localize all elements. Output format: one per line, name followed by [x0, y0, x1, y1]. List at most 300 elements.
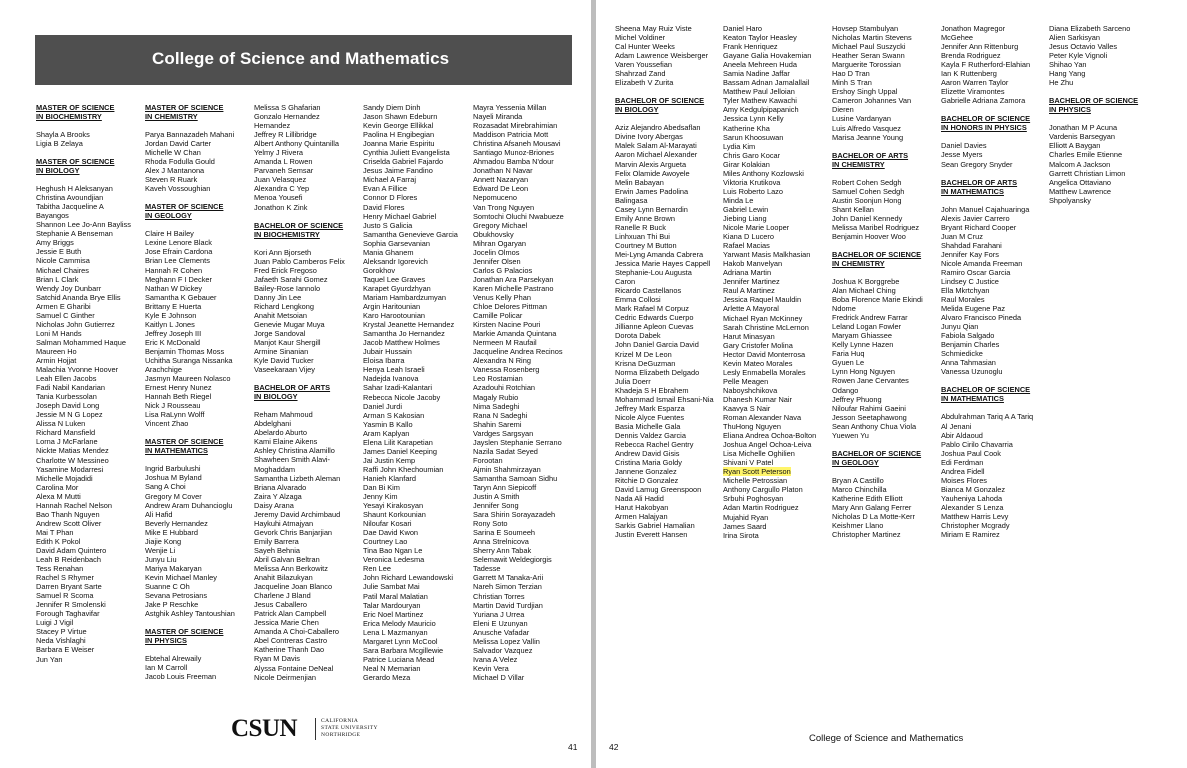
- graduate-name: [723, 413, 831, 422]
- graduate-name-text: Armine Sinanian: [254, 347, 309, 357]
- graduate-name-text: Jayslen Stephanie Serrano: [473, 437, 562, 447]
- graduate-name-text: Elizabeth V Zurita: [615, 78, 674, 88]
- graduate-name: [36, 582, 142, 591]
- graduate-name: [473, 121, 581, 130]
- graduate-name: [36, 618, 142, 627]
- graduate-name: [723, 350, 831, 359]
- page-right: [596, 0, 1187, 768]
- graduate-name-text: Bailey-Rose Iannolo: [254, 283, 321, 293]
- graduate-name: [36, 564, 142, 573]
- graduate-name: [145, 266, 251, 275]
- graduate-name: [145, 293, 251, 302]
- graduate-name-text: Annett Nazaryan: [473, 175, 529, 185]
- graduate-name-text: Suanne C Oh: [145, 581, 190, 591]
- graduate-name-text: Vincent Zhao: [145, 419, 189, 429]
- graduate-name: [36, 256, 142, 265]
- graduate-name: [363, 429, 471, 438]
- graduate-name: [941, 277, 1049, 286]
- graduate-name: [36, 510, 142, 519]
- graduate-name-text: Lydia Kim: [723, 141, 756, 151]
- graduate-name-text: Charlene J Bland: [254, 591, 311, 601]
- section-heading: MASTER OF SCIENCE: [145, 627, 224, 637]
- graduate-name-text: James Saard: [723, 521, 767, 531]
- graduate-name-text: Shahdad Farahani: [941, 240, 1002, 250]
- graduate-name: [254, 564, 360, 573]
- graduate-name-text: Cedric Edwards Cuerpo: [615, 313, 694, 323]
- graduate-name: [941, 69, 1049, 78]
- graduate-name: [363, 447, 471, 456]
- graduate-name-text: Maddison Patricia Mott: [473, 130, 549, 140]
- graduate-name: [941, 96, 1049, 105]
- graduate-name-text: Vardenis Barsegyan: [1049, 132, 1116, 142]
- graduate-name: [941, 485, 1049, 494]
- graduate-name-text: David Lamug Greenspoon: [615, 485, 702, 495]
- graduate-name: [473, 175, 581, 184]
- graduate-name: [615, 277, 723, 286]
- graduate-name: [832, 422, 940, 431]
- graduate-name-text: Michel Voldiner: [615, 33, 666, 43]
- graduate-name: [363, 275, 471, 284]
- graduate-name: [723, 78, 831, 87]
- graduate-name-text: Niloufar Rahimi Gaeini: [832, 403, 906, 413]
- graduate-name-text: Salvador Vazquez: [473, 645, 533, 655]
- names-column-3: [254, 103, 360, 703]
- section-heading: IN CHEMISTRY: [145, 112, 198, 121]
- graduate-name-text: Jonathon K Zink: [254, 202, 308, 212]
- graduate-name-text: Forootan: [473, 455, 503, 465]
- graduate-name-text: Nayeli Miranda: [473, 112, 523, 122]
- graduate-name-text: Bao Thanh Nguyen: [36, 509, 100, 519]
- graduate-name-text: Katherine Kha: [723, 123, 770, 133]
- graduate-name: [832, 69, 940, 78]
- graduate-name: [941, 150, 1049, 159]
- graduate-name-text: Marvin Alexis Argueta: [615, 159, 687, 169]
- graduate-name-text: Christopher Mcgrady: [941, 521, 1010, 531]
- graduate-name: [473, 546, 581, 555]
- section-heading: MASTER OF SCIENCE: [145, 202, 224, 212]
- graduate-name: [723, 359, 831, 368]
- graduate-name-text: Fredrick Andrew Farrar: [832, 313, 908, 323]
- graduate-name: [145, 546, 251, 555]
- graduate-name-text: Astghik Ashley Tantoushian: [145, 609, 235, 619]
- graduate-name-text: Martin David Turdjian: [473, 600, 543, 610]
- graduate-name-text: Jason Shawn Edeburn: [363, 112, 438, 122]
- graduate-name-text: Nareh Simon Terzian: [473, 582, 542, 592]
- graduate-name: [36, 238, 142, 247]
- graduate-name-text: Michael A Farraj: [363, 175, 416, 185]
- graduate-name: [145, 582, 251, 591]
- graduate-name-text: Samantha Jo Hernandez: [363, 329, 445, 339]
- graduate-name-text: Mania Ghanem: [363, 247, 414, 257]
- graduate-name-text: Erwin James Padolina: [615, 186, 689, 196]
- graduate-name-text: Sheena May Ruiz Viste: [615, 24, 692, 33]
- graduate-name-text: Dorota Dabek: [615, 331, 661, 341]
- graduate-name: [941, 259, 1049, 268]
- graduate-name-text: Matthew Harris Levy: [941, 511, 1009, 521]
- graduate-name-text: Arlette A Mayoral: [723, 304, 779, 314]
- graduate-name: [254, 636, 360, 645]
- graduate-name-text: Sevana Petrosians: [145, 591, 208, 601]
- graduate-name-text: Aziz Alejandro Abedsaflan: [615, 123, 701, 133]
- graduate-name-text: Joshua M Byland: [145, 473, 202, 483]
- graduate-name: [473, 383, 581, 392]
- graduate-name: [941, 349, 1049, 358]
- graduate-name-text: Yasmin B Kallo: [363, 419, 413, 429]
- graduate-name-text: Jose Efrain Cardona: [145, 247, 213, 257]
- graduate-name: [473, 221, 581, 230]
- section-heading: BACHELOR OF SCIENCE: [941, 385, 1031, 395]
- graduate-name-text: Nicholas Martin Stevens: [832, 33, 912, 43]
- graduate-name: [36, 211, 142, 220]
- graduate-name-text: Aaron Michael Alexander: [615, 150, 698, 160]
- graduate-name: [363, 130, 471, 139]
- graduate-name-text: Darren Bryant Sarte: [36, 582, 102, 592]
- graduate-name-text: Dieren: [832, 105, 854, 115]
- graduate-name: [254, 600, 360, 609]
- graduate-name: [254, 203, 360, 212]
- graduate-name-text: Jafaeth Sarahi Gomez: [254, 274, 328, 284]
- graduate-name-text: Criselda Gabriel Fajardo: [363, 157, 444, 167]
- graduate-name-text: Heather Seran Swann: [832, 51, 905, 61]
- graduate-name-text: Armin Hojjat: [36, 355, 77, 365]
- graduate-name: [473, 393, 581, 402]
- section-heading: IN BIOLOGY: [615, 105, 659, 115]
- graduate-name: [36, 338, 142, 347]
- graduate-name-text: Raffi John Khechoumian: [363, 464, 444, 474]
- graduate-name-text: Ranelle R Buck: [615, 222, 666, 232]
- graduate-name: [36, 320, 142, 329]
- graduate-name: [1049, 150, 1157, 159]
- graduate-name: [723, 522, 831, 531]
- graduate-name: [363, 329, 471, 338]
- graduate-name: [145, 166, 251, 175]
- graduate-name-text: Mohammad Ismail Ehsani-Nia: [615, 394, 714, 404]
- graduate-name-text: Nima Sadeghi: [473, 401, 520, 411]
- graduate-name: [615, 241, 723, 250]
- graduate-name: [363, 320, 471, 329]
- graduate-name: [363, 157, 471, 166]
- section-heading: IN BIOLOGY: [254, 392, 298, 402]
- graduate-name-text: Fred Erick Fregoso: [254, 265, 317, 275]
- graduate-name: [473, 112, 581, 121]
- graduate-name-text: Yesayi Kirakosyan: [363, 501, 424, 511]
- graduate-name-text: Krisna DeGuzman: [615, 358, 676, 368]
- graduate-name: [941, 241, 1049, 250]
- graduate-name-text: Albert Anthony Quintanilla: [254, 139, 340, 149]
- graduate-name: [723, 142, 831, 151]
- graduate-name: [615, 521, 723, 530]
- graduate-name: [145, 410, 251, 419]
- graduate-name-text: Mariam Hambardzumyan: [363, 292, 446, 302]
- graduate-name: [363, 212, 471, 221]
- graduate-name-text: Samantha Genevieve Garcia: [363, 229, 458, 239]
- graduate-name: [363, 546, 471, 555]
- graduate-name: [832, 114, 940, 123]
- graduate-name-text: Barbara E Weiser: [36, 645, 95, 655]
- graduate-name: [615, 322, 723, 331]
- graduate-name-text: Tess Renahan: [36, 564, 84, 574]
- graduate-name: [941, 51, 1049, 60]
- graduate-name-text: Taquel Lee Graves: [363, 274, 426, 284]
- spacer: [36, 175, 142, 184]
- graduate-name-text: Rebecca Rachel Gentry: [615, 439, 694, 449]
- graduate-name-text: Markie Amanda Quintana: [473, 329, 557, 339]
- graduate-name: [145, 356, 251, 365]
- graduate-name: [723, 458, 831, 467]
- graduate-name: [363, 175, 471, 184]
- graduate-name-text: John Richard Lewandowski: [363, 573, 453, 583]
- graduate-name: [473, 293, 581, 302]
- graduate-name: [723, 295, 831, 304]
- graduate-name-text: Ramiro Oscar Garcia: [941, 267, 1011, 277]
- graduate-name-text: Adan Martin Rodriguez: [723, 503, 799, 513]
- graduate-name: [1049, 132, 1157, 141]
- graduate-name-text: Anna Strelnicova: [473, 537, 529, 547]
- graduate-name: [363, 411, 471, 420]
- graduate-name-text: Cameron Johannes Van: [832, 96, 912, 106]
- graduate-name: [36, 410, 142, 419]
- graduate-name-text: Edith K Pokol: [36, 536, 81, 546]
- graduate-name: [254, 130, 360, 139]
- graduate-name-text: Stephanie-Lou Augusta: [615, 268, 692, 278]
- graduate-name: [145, 482, 251, 491]
- graduate-name-text: Shivani V Patel: [723, 458, 774, 468]
- graduate-name-text: Emma Collosi: [615, 295, 661, 305]
- graduate-name: [941, 205, 1049, 214]
- graduate-name: [36, 293, 142, 302]
- graduate-name: [832, 358, 940, 367]
- graduate-name: [1049, 169, 1157, 178]
- graduate-name: [615, 295, 723, 304]
- graduate-name-text: Nicole Cammisa: [36, 256, 90, 266]
- graduate-name-text: Rony Soto: [473, 519, 508, 529]
- graduate-name-text: Jesus Jaime Fandino: [363, 166, 433, 176]
- graduate-name-text: Mei-Lyng Amanda Cabrera: [615, 249, 704, 259]
- graduate-name-text: Edi Ferdman: [941, 457, 984, 467]
- graduate-name: [254, 139, 360, 148]
- graduate-name-text: Kevin Mateo Morales: [723, 358, 793, 368]
- graduate-name-text: Viktoria Krutikova: [723, 177, 781, 187]
- graduate-name: [615, 78, 723, 87]
- graduate-name-text: Bryant Richard Cooper: [941, 222, 1017, 232]
- graduate-name: [254, 555, 360, 564]
- graduate-name: [615, 286, 723, 295]
- graduate-name: [941, 331, 1049, 340]
- graduate-name-text: Kirsten Nacine Pouri: [473, 320, 541, 330]
- graduate-name-text: Shawheen Smith Alavi-: [254, 455, 330, 465]
- graduate-name-text: Bassam Adnan Jamalallail: [723, 78, 810, 88]
- graduate-name: [145, 519, 251, 528]
- graduate-name-text: Anna Tahmasian: [941, 358, 996, 368]
- graduate-name-text: Jeffrey R Lillibridge: [254, 130, 317, 140]
- graduate-name-text: Jonathan N Navar: [473, 166, 533, 176]
- graduate-name-text: Samantha Samoan Sidhu: [473, 473, 558, 483]
- graduate-name-text: Gregory Michael: [473, 220, 528, 230]
- graduate-name-text: Malachia Yvonne Hoover: [36, 365, 119, 375]
- graduate-name: [473, 492, 581, 501]
- graduate-name-text: Ivana A Velez: [473, 654, 518, 664]
- graduate-name: [832, 494, 940, 503]
- graduate-name: [832, 340, 940, 349]
- graduate-name: [723, 232, 831, 241]
- graduate-name-text: Andrew Aram Duhancioglu: [145, 500, 233, 510]
- graduate-name: [145, 654, 251, 663]
- section-heading: BACHELOR OF SCIENCE: [1049, 96, 1139, 106]
- graduate-name-text: Alexander S Lenza: [941, 502, 1004, 512]
- graduate-name-text: Nicole Marie Looper: [723, 223, 790, 233]
- graduate-name-text: Sara Barbara Mcgillewie: [363, 645, 444, 655]
- graduate-name-text: Hanieh Klanfard: [363, 473, 417, 483]
- graduate-name-text: Ryan Scott Peterson: [723, 467, 791, 477]
- graduate-name: [941, 232, 1049, 241]
- graduate-name: [832, 124, 940, 133]
- graduate-name-text: Ashley Christina Alamillo: [254, 446, 335, 456]
- graduate-name-text: Matthew Paul Jelloian: [723, 87, 795, 97]
- graduate-name: [941, 412, 1049, 421]
- section-heading: IN PHYSICS: [1049, 105, 1091, 115]
- graduate-name-text: Nicole Deirmenjian: [254, 672, 317, 682]
- graduate-name: [363, 619, 471, 628]
- graduate-name: [832, 187, 940, 196]
- graduate-name: [615, 503, 723, 512]
- graduate-name: [363, 519, 471, 528]
- graduate-name: [363, 139, 471, 148]
- graduate-name: [1049, 187, 1157, 196]
- graduate-name-text: Tania Kurbessolan: [36, 392, 97, 402]
- graduate-name-text: Taryn Ann Siepicoff: [473, 482, 537, 492]
- graduate-name: [145, 320, 251, 329]
- graduate-name-text: Harut Minasyan: [723, 331, 775, 341]
- graduate-name: [473, 465, 581, 474]
- graduate-name: [254, 257, 360, 266]
- graduate-name: [473, 248, 581, 257]
- graduate-name-text: Reham Mahmoud: [254, 410, 313, 420]
- graduate-name: [254, 654, 360, 663]
- spacer: [832, 142, 940, 151]
- graduate-name-text: Lusine Vardanyan: [832, 114, 892, 124]
- graduate-name: [363, 193, 471, 202]
- graduate-name-text: Nicole Alyce Fuentes: [615, 412, 685, 422]
- graduate-name: [473, 501, 581, 510]
- graduate-name-text: Margaret Lynn McCool: [363, 636, 438, 646]
- graduate-name: [832, 105, 940, 114]
- graduate-name: [254, 148, 360, 157]
- graduate-name-text: Felix Olamide Awoyele: [615, 168, 690, 178]
- graduate-name: [615, 440, 723, 449]
- graduate-name: [615, 33, 723, 42]
- graduate-name: [941, 503, 1049, 512]
- graduate-name: [723, 51, 831, 60]
- graduate-name-text: Benjamin Thomas Moss: [145, 346, 225, 356]
- graduate-name-text: Wendy Joy Dunbarr: [36, 283, 102, 293]
- graduate-name-text: Nickte Matias Mendez: [36, 446, 109, 456]
- graduate-name: [363, 112, 471, 121]
- graduate-name: [941, 33, 1049, 42]
- graduate-name: [254, 166, 360, 175]
- graduate-name: [615, 51, 723, 60]
- graduate-name-text: Armen Halajyan: [615, 512, 668, 522]
- graduate-name-text: Jessica Marie Chen: [254, 618, 319, 628]
- graduate-name-text: Jorge Sandoval: [254, 328, 306, 338]
- graduate-name-text: Moghaddam: [254, 464, 296, 474]
- graduate-name: [363, 365, 471, 374]
- graduate-name: [363, 673, 471, 682]
- graduate-name: [363, 483, 471, 492]
- graduate-name-text: Patrice Luciana Mead: [363, 654, 435, 664]
- graduate-name-text: Maryam Ghiassee: [832, 331, 892, 341]
- graduate-name: [145, 537, 251, 546]
- graduate-name: [363, 610, 471, 619]
- graduate-name: [145, 663, 251, 672]
- graduate-name: [615, 123, 723, 132]
- graduate-name-text: Bianca M Gonzalez: [941, 484, 1006, 494]
- graduate-name: [941, 160, 1049, 169]
- section-heading: BACHELOR OF SCIENCE: [254, 220, 344, 230]
- graduate-name-text: Andrea Fidell: [941, 466, 985, 476]
- graduate-name-text: Juan Velasquez: [254, 175, 307, 185]
- graduate-name: [473, 193, 581, 202]
- section-heading: MASTER OF SCIENCE: [145, 437, 224, 447]
- graduate-name-text: Heghush H Aleksanyan: [36, 184, 113, 194]
- graduate-name-text: Selemawit Weldegiorgis: [473, 555, 552, 565]
- graduate-name: [723, 60, 831, 69]
- graduate-name: [615, 530, 723, 539]
- graduate-name: [615, 368, 723, 377]
- graduate-name: [473, 456, 581, 465]
- graduate-name: [36, 474, 142, 483]
- graduate-name: [363, 537, 471, 546]
- graduate-name: [145, 600, 251, 609]
- graduate-name: [832, 133, 940, 142]
- graduate-name: [36, 609, 142, 618]
- graduate-name-text: Gregory M Cover: [145, 491, 202, 501]
- graduate-name: [473, 130, 581, 139]
- graduate-name: [473, 311, 581, 320]
- names-column-6: [615, 24, 723, 564]
- graduate-name-text: Jenny Kim: [363, 492, 398, 502]
- names-column-1: [36, 103, 142, 688]
- graduate-name-text: Faria Huq: [832, 349, 865, 359]
- graduate-name-text: Jun Yan: [36, 654, 63, 664]
- graduate-name-text: Manjot Kaur Shergill: [254, 338, 321, 348]
- graduate-name-text: Jennifer Song: [473, 501, 519, 511]
- spacer: [36, 148, 142, 157]
- graduate-name-text: Jonathon Magregor: [941, 24, 1006, 33]
- graduate-name: [615, 458, 723, 467]
- graduate-name-text: Jacqueline Andrea Recinos: [473, 347, 563, 357]
- graduate-name: [363, 592, 471, 601]
- graduate-name-text: Alexa M Mutti: [36, 491, 81, 501]
- graduate-name: [36, 456, 142, 465]
- section-heading: BACHELOR OF ARTS: [941, 177, 1018, 187]
- graduate-name: [723, 105, 831, 114]
- graduate-name-text: Rachel S Rhymer: [36, 573, 94, 583]
- graduate-name-text: Christian Torres: [473, 591, 525, 601]
- graduate-name-text: David Adam Quintero: [36, 545, 107, 555]
- graduate-name: [36, 193, 142, 202]
- graduate-name: [832, 386, 940, 395]
- graduate-name: [145, 329, 251, 338]
- names-column-5: [473, 103, 581, 703]
- graduate-name: [145, 365, 251, 374]
- graduate-name-text: Jubair Hussain: [363, 347, 412, 357]
- section-heading: BACHELOR OF SCIENCE: [832, 448, 922, 458]
- graduate-name-text: Christina Afsaneh Mousavi: [473, 139, 561, 149]
- graduate-name: [473, 474, 581, 483]
- graduate-name: [363, 528, 471, 537]
- logo-line-3: NORTHRIDGE: [321, 732, 361, 738]
- graduate-name: [1049, 51, 1157, 60]
